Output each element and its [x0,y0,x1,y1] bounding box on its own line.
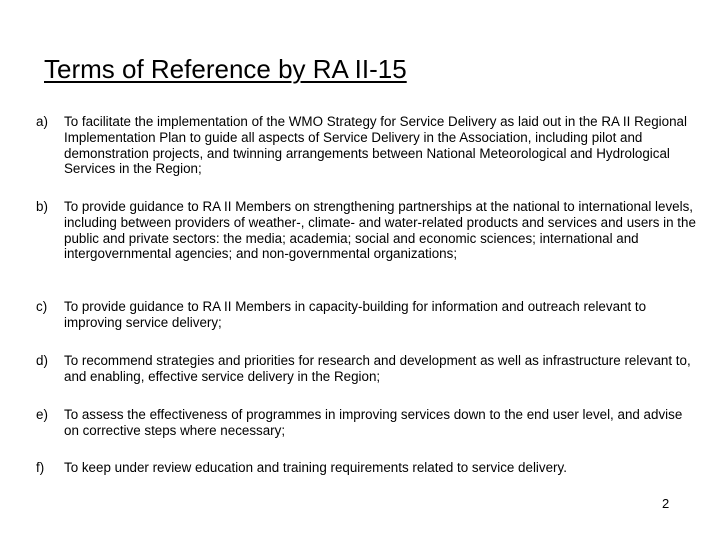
list-marker: e) [36,407,48,422]
list-marker: c) [36,299,48,314]
list-marker: d) [36,353,48,368]
list-item-text: To facilitate the implementation of the WMO Strategy for Service Delivery as laid out in the RA II Regional Implementation Plan to guide all aspects of Service Delivery in the Association, including pilot and demonstration projects, and twinning arrangements between National Meteorological and Hydrological Services in the Region; [64,114,687,177]
list-marker: a) [36,114,48,129]
list-item-text: To provide guidance to RA II Members in capacity-building for information and outreach relevant to improving service delivery; [64,299,647,330]
list-item-text: To keep under review education and training requirements related to service delivery. [64,460,567,475]
slide-title: Terms of Reference by RA II-15 [44,54,407,84]
list-item-f [36,460,696,476]
list-marker: b) [36,199,48,214]
list-item-text: To assess the effectiveness of programmes in improving services down to the end user level, and advise on corrective steps where necessary; [64,407,683,438]
list-item-b [36,199,696,262]
list-item-text: To provide guidance to RA II Members on strengthening partnerships at the national to international levels, including between providers of weather-, climate- and water-related products and services and users in the public and private sectors: the media; academia; social and economic sciences; international and intergovernmental agencies; and non-governmental organizations; [64,199,696,262]
page-number: 2 [662,496,670,511]
list-item-a [36,114,696,177]
list-item-d [36,353,696,385]
list-marker: f) [36,460,45,475]
list-item-text: To recommend strategies and priorities for research and development as well as infrastructure relevant to, and enabling, effective service delivery in the Region; [64,353,691,384]
list-item-e [36,407,696,439]
list-item-c [36,299,696,331]
